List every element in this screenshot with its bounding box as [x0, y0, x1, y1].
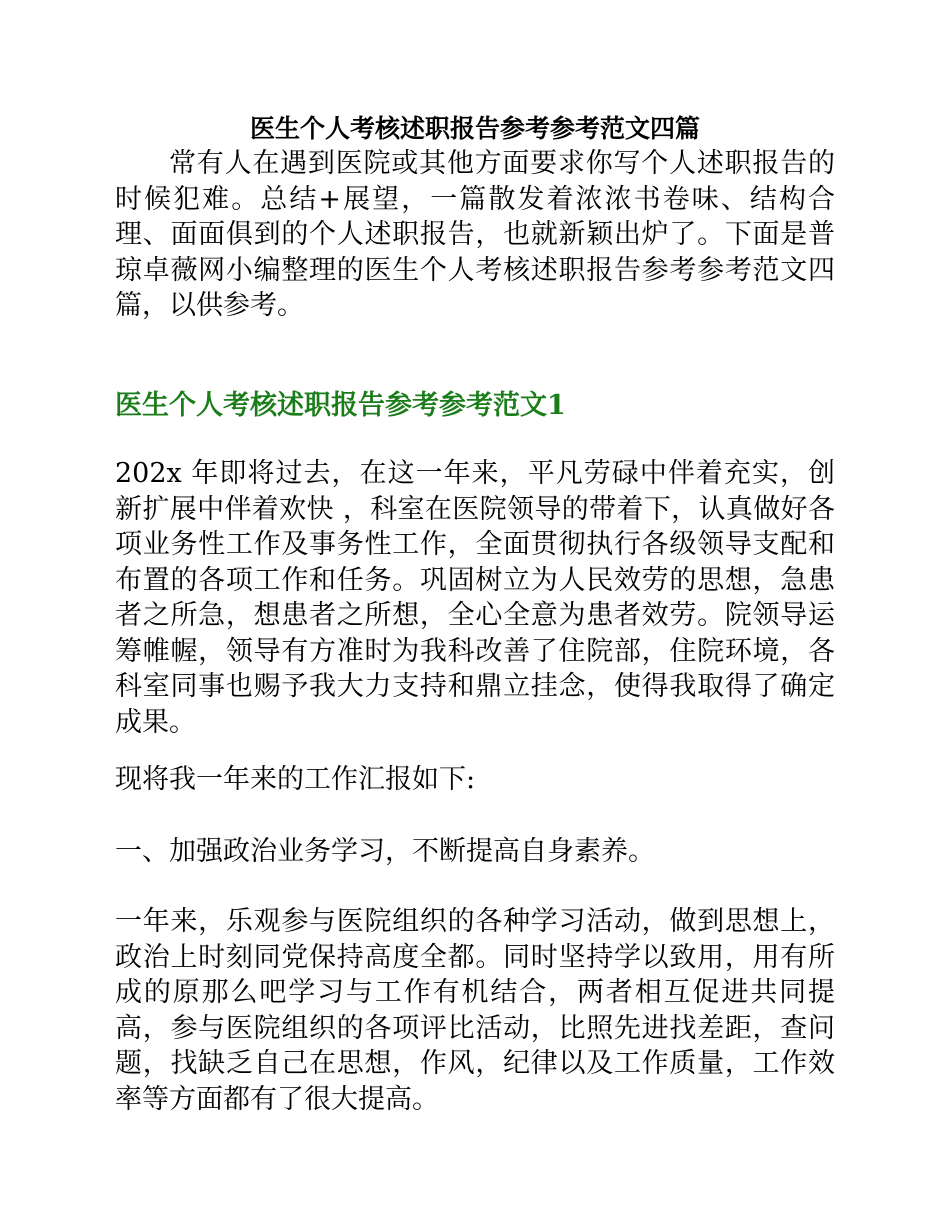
section-heading: 医生个人考核述职报告参考参考范文1: [115, 390, 566, 421]
body-paragraph-2: 现将我一年来的工作汇报如下:: [115, 764, 476, 795]
body-paragraph-3: 一、加强政治业务学习，不断提高自身素养。: [115, 836, 655, 867]
document-title: 医生个人考核述职报告参考参考范文四篇: [249, 114, 700, 143]
body-paragraph-1: 202x 年即将过去，在这一年来，平凡劳碌中伴着充实，创新扩展中伴着欢快 ，科室在医院领导的带着下，认真做好各项业务性工作及事务性工作，全面贯彻执行各级领导支配和布置的各项工作和任务。巩固树立为人民效劳的思想，急患者之所急，想患者之所想，全心全意为患者效劳。院领导运筹帷幄，领导有方准时为我科改善了住院部，住院环境，各科室同事也赐予我大力支持和鼎立挂念，使得我取得了确定成果。: [115, 458, 835, 738]
intro-paragraph: 常有人在遇到医院或其他方面要求你写个人述职报告的时候犯难。总结+展望，一篇散发着浓浓书卷味、结构合理、面面俱到的个人述职报告，也就新颖出炉了。下面是普琼卓薇网小编整理的医生个人考核述职报告参考参考范文四篇，以供参考。: [115, 148, 835, 321]
body-paragraph-4: 一年来，乐观参与医院组织的各种学习活动，做到思想上，政治上时刻同党保持高度全都。同时坚持学以致用，用有所成的原那么吧学习与工作有机结合，两者相互促进共同提高，参与医院组织的各项评比活动，比照先进找差距，查问题，找缺乏自己在思想，作风，纪律以及工作质量，工作效率等方面都有了很大提高。: [115, 906, 835, 1115]
document-page: [115, 112, 835, 1115]
